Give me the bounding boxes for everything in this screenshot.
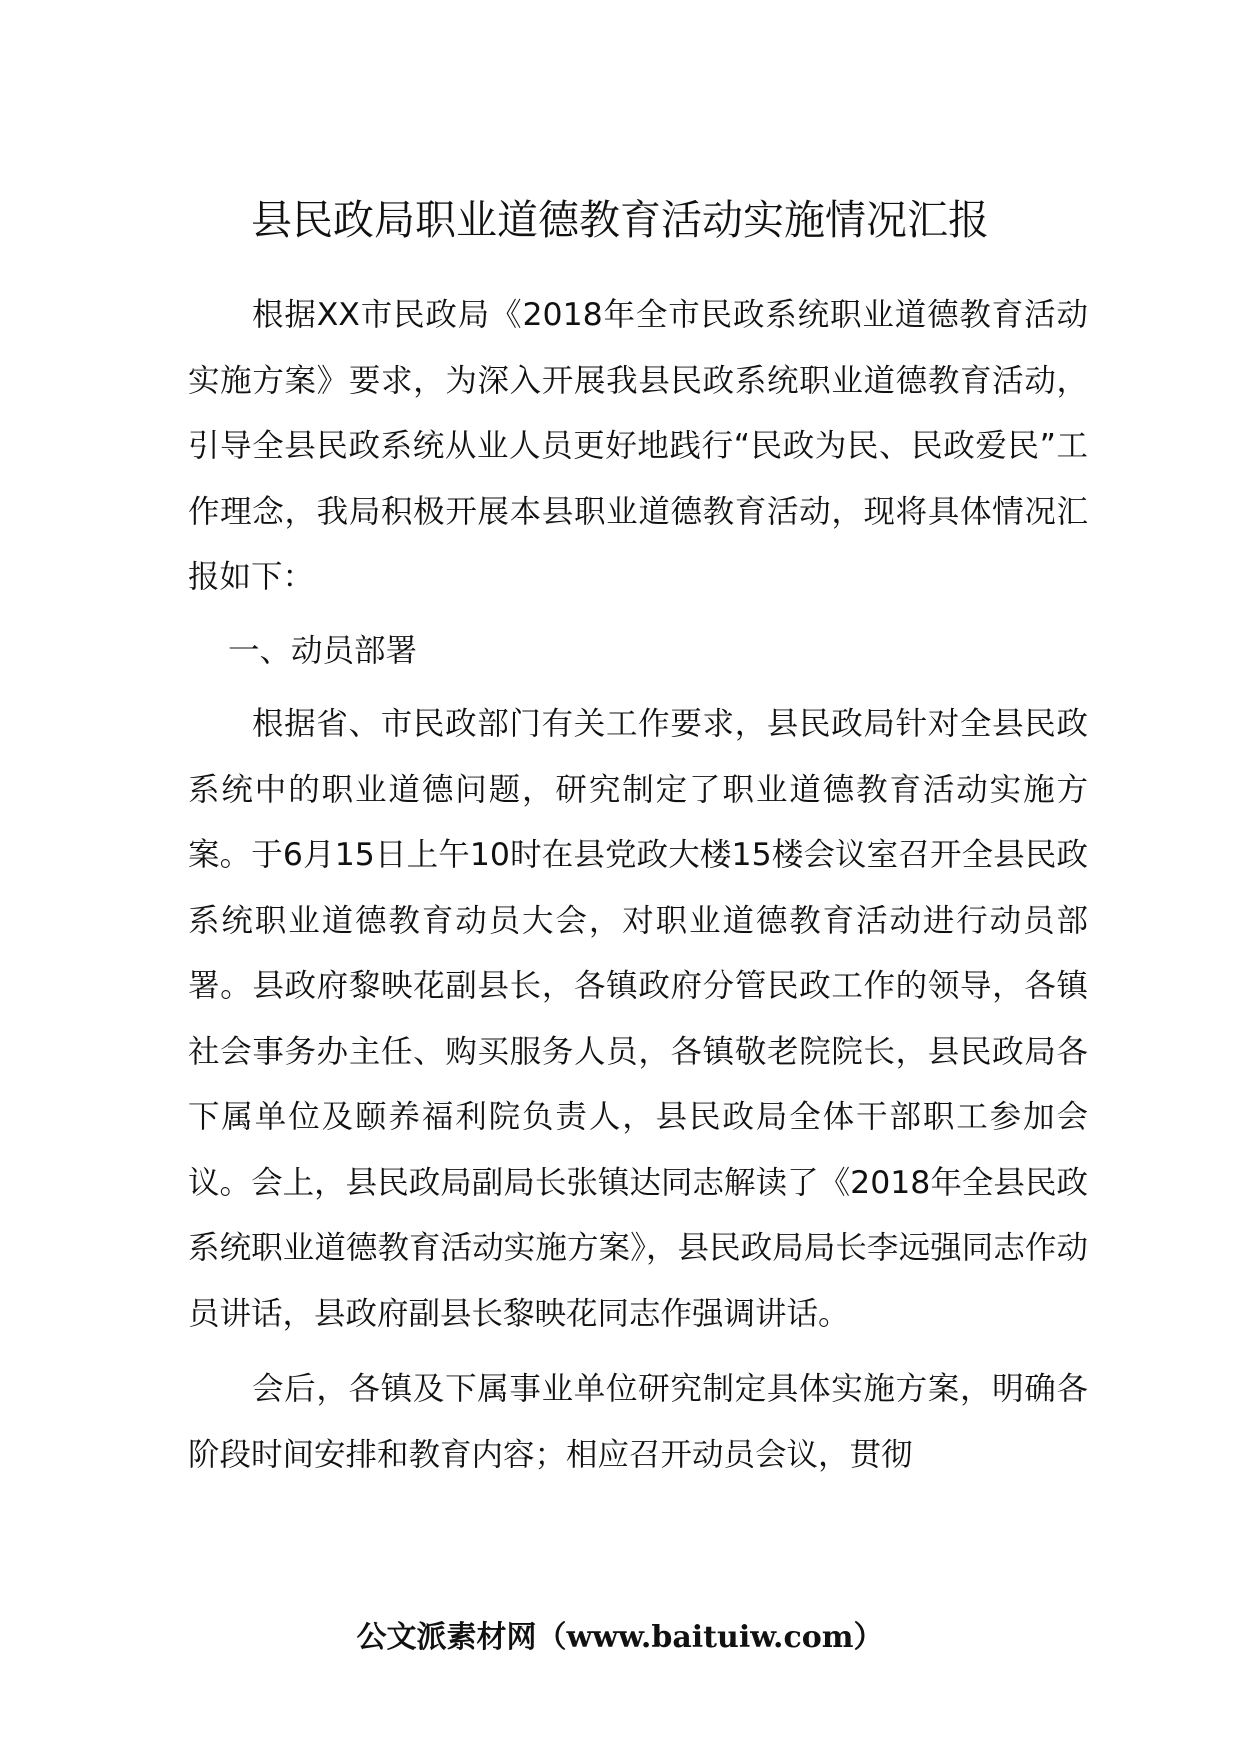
footer-watermark: 公文派素材网（www.baituiw.com） [356,1620,884,1655]
section1-paragraph-2: 会后，各镇及下属事业单位研究制定具体实施方案，明确各阶段时间安排和教育内容；相应召开动员会议，贯彻 [188,1371,1088,1473]
section1-paragraph-1: 根据省、市民政部门有关工作要求，县民政局针对全县民政系统中的职业道德问题，研究制定了职业道德教育活动实施方案。于6月15日上午10时在县党政大楼15楼会议室召开全县民政系统职业道德教育动员大会，对职业道德教育活动进行动员部署。县政府黎映花副县长，各镇政府分管民政工作的领导，各镇社会事务办主任、购买服务人员，各镇敬老院院长，县民政局各下属单位及颐养福利院负责人，县民政局全体干部职工参加会议。会上，县民政局副局长张镇达同志解读了《2018年全县民政系统职业道德教育活动实施方案》，县民政局局长李远强同志作动员讲话，县政府副县长黎映花同志作强调讲话。 [188,706,1088,1332]
document-title: 县民政局职业道德教育活动实施情况汇报 [251,196,989,244]
document-body [188,283,1088,1488]
intro-paragraph: 根据XX市民政局《2018年全市民政系统职业道德教育活动实施方案》要求，为深入开展我县民政系统职业道德教育活动，引导全县民政系统从业人员更好地践行“民政为民、民政爱民”工作理念，我局积极开展本县职业道德教育活动，现将具体情况汇报如下： [188,297,1088,595]
section-heading-mobilization: 一、动员部署 [228,632,418,669]
